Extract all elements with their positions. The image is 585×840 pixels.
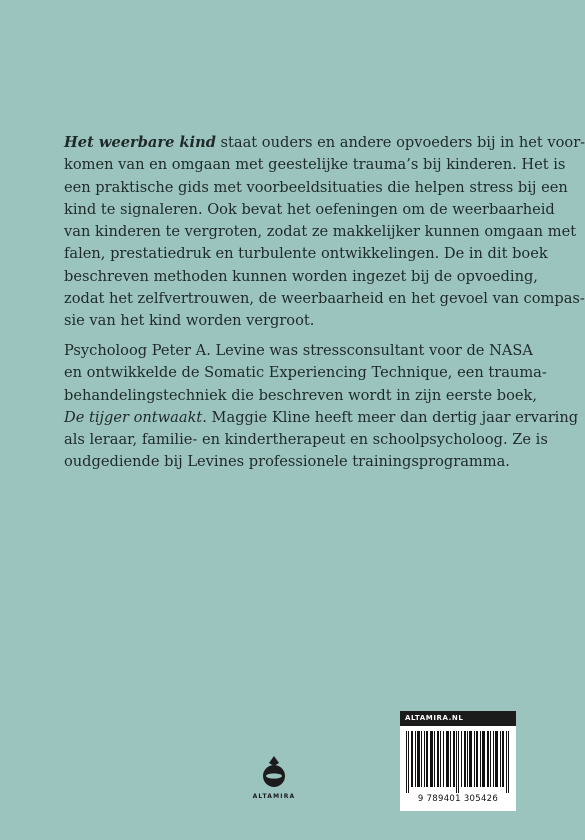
isbn-barcode	[400, 711, 516, 811]
blurb-line: een praktische gids met voorbeeldsituaties die helpen stress bij een	[64, 178, 568, 196]
book-title: Het weerbare kind	[64, 134, 216, 151]
blurb-line: kind te signaleren. Ook bevat het oefeningen om de weerbaarheid	[64, 200, 555, 218]
blurb-paragraph-1	[64, 132, 585, 333]
referenced-book-title: De tijger ontwaakt.	[64, 408, 207, 426]
blurb-line: van kinderen te vergroten, zodat ze makkelijker kunnen omgaan met	[64, 223, 577, 241]
blurb-line: Het weerbare kind staat ouders en andere opvoeders bij in het voor-	[64, 134, 585, 151]
bio-line: als leraar, familie- en kindertherapeut en schoolpsycholoog. Ze is	[64, 431, 548, 449]
publisher-name: ALTAMIRA	[252, 793, 296, 800]
blurb-line: zodat het zelfvertrouwen, de weerbaarheid en het gevoel van compas-	[64, 290, 585, 308]
bio-line: en ontwikkelde de Somatic Experiencing Technique, een trauma-	[64, 364, 547, 382]
bio-line: oudgediende bij Levines professionele trainingsprogramma.	[64, 453, 510, 471]
blurb-line: komen van en omgaan met geestelijke trauma’s bij kinderen. Het is	[64, 156, 566, 174]
blurb-line: beschreven methoden kunnen worden ingezet bij de opvoeding,	[64, 267, 538, 285]
isbn-number: 9 789401 305426	[417, 794, 499, 804]
bio-line: Psycholoog Peter A. Levine was stressconsultant voor de NASA	[64, 342, 533, 359]
altamira-logo-icon	[256, 752, 292, 792]
bio-line: De tijger ontwaakt. Maggie Kline heeft meer dan dertig jaar ervaring	[64, 408, 579, 426]
blurb-line: sie van het kind worden vergroot.	[64, 312, 315, 330]
author-bio-paragraph	[64, 340, 579, 474]
barcode-header: ALTAMIRA.NL	[400, 711, 516, 726]
bio-line: behandelingstechniek die beschreven wordt in zijn eerste boek,	[64, 386, 537, 404]
barcode-bars	[406, 731, 510, 793]
blurb-line: falen, prestatiedruk en turbulente ontwikkelingen. De in dit boek	[64, 245, 548, 263]
